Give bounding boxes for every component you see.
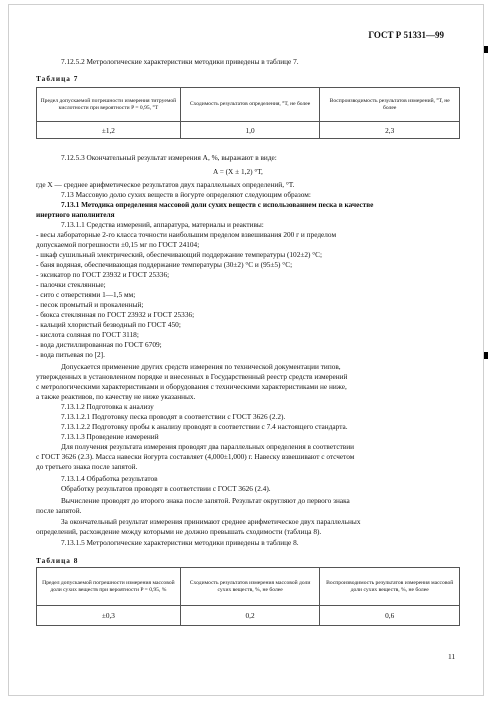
table-7-label: Таблица 7 bbox=[36, 74, 79, 83]
paragraph-line: Вычисление проводят до второго знака после запятой. Результат округляют до первого знака bbox=[61, 496, 350, 505]
list-item: - вода питьевая по [2]. bbox=[36, 350, 105, 359]
edge-mark bbox=[484, 352, 488, 359]
formula: A = (X ± 1,2) °Т, bbox=[213, 167, 263, 176]
paragraph-line: 7.13 Массовую долю сухих веществ в йогурте определяют следующим образом: bbox=[61, 190, 311, 199]
paragraph-line: 7.13.1.2.2 Подготовку пробы к анализу проводят в соответствии с 7.4 настоящего стандарта. bbox=[61, 422, 348, 431]
list-item: - песок промытый и прокаленный; bbox=[36, 300, 144, 309]
table-8 bbox=[36, 567, 460, 626]
paragraph-line: Для получения результата измерения проводят два параллельных определения в соответствии bbox=[61, 442, 355, 451]
table-row bbox=[37, 606, 460, 626]
table-header-row bbox=[37, 88, 460, 122]
list-item: - кальций хлористый безводный по ГОСТ 450; bbox=[36, 320, 181, 329]
table-cell: 0,6 bbox=[320, 606, 460, 626]
list-item: допускаемой погрешности ±0,15 мг по ГОСТ 24104; bbox=[36, 240, 200, 249]
table-cell: ±0,3 bbox=[37, 606, 181, 626]
section-heading: 7.13.1 Методика определения массовой доли сухих веществ с использованием песка в качестве bbox=[61, 200, 374, 209]
table-7 bbox=[36, 87, 460, 139]
paragraph-line: Обработку результатов проводят в соответствии с ГОСТ 3626 (2.4). bbox=[61, 484, 271, 493]
paragraph-line: 7.12.5.3 Окончательный результат измерения A, %, выражают в виде: bbox=[61, 153, 277, 162]
paragraph-line: 7.13.1.2.1 Подготовку песка проводят в соответствии с ГОСТ 3626 (2.2). bbox=[61, 412, 286, 421]
list-item: - кислота соляная по ГОСТ 3118; bbox=[36, 330, 139, 339]
list-item: - шкаф сушильный электрический, обеспечивающий поддержание температуры (102±2) °С; bbox=[36, 250, 323, 259]
list-item: - баня водяная, обеспечивающая поддержание температуры (30±2) °С и (95±5) °С; bbox=[36, 260, 293, 269]
paragraph-line: до третьего знака после запятой. bbox=[36, 462, 138, 471]
paragraph-line: 7.13.1.1 Средства измерений, аппаратура, материалы и реактивы: bbox=[61, 220, 264, 229]
page-number: 11 bbox=[448, 652, 456, 661]
paragraph-line: За окончательный результат измерения принимают среднее арифметическое двух параллельных bbox=[61, 517, 361, 526]
paragraph-line: Допускается применение других средств измерения по технической документации типов, bbox=[61, 362, 341, 371]
section-heading: инертного наполнителя bbox=[36, 210, 115, 219]
list-item: - вода дистиллированная по ГОСТ 6709; bbox=[36, 340, 162, 349]
paragraph-line: утвержденных в установленном порядке и внесенных в Государственный реестр средств измерений bbox=[36, 372, 348, 381]
edge-mark bbox=[484, 46, 488, 53]
table-cell: 0,2 bbox=[180, 606, 320, 626]
paragraph-line: 7.13.1.5 Метрологические характеристики методики приведены в таблице 8. bbox=[61, 538, 299, 547]
paragraph-line: а также реактивов, по качеству не ниже указанных. bbox=[36, 392, 196, 401]
list-item: - бюкса стеклянная по ГОСТ 23932 и ГОСТ 25336; bbox=[36, 310, 195, 319]
table-header-cell: Предел допускаемой погрешности измерения массовой доли сухих веществ при вероятности P = 0,95, % bbox=[37, 568, 181, 606]
table-header-cell: Сходимость результатов определения, °Т, не более bbox=[180, 88, 320, 122]
paragraph-line: после запятой. bbox=[36, 506, 82, 515]
list-item: - палочки стеклянные; bbox=[36, 280, 106, 289]
table-header-cell: Воспроизводимость результатов измерения массовой доли сухих веществ, %, не более bbox=[320, 568, 460, 606]
table-header-cell: Предел допускаемой погрешности измерения титруемой кислотности при вероятности P = 0,95, °Т bbox=[37, 88, 181, 122]
paragraph-line: определений, расхождение между которыми не должно превышать сходимости (таблица 8). bbox=[36, 527, 322, 536]
paragraph-line: 7.12.5.2 Метрологические характеристики методики приведены в таблице 7. bbox=[61, 57, 299, 66]
paragraph-line: с метрологическими характеристиками и оборудования с техническими характеристиками не ниже, bbox=[36, 382, 347, 391]
table-cell: ±1,2 bbox=[37, 122, 181, 139]
table-header-cell: Сходимость результатов измерения массовой доли сухих веществ, %, не более bbox=[180, 568, 320, 606]
paragraph-line: с ГОСТ 3626 (2.3). Масса навески йогурта составляет (4,000±1,000) г. Навеску взвешивают с отсчетом bbox=[36, 452, 355, 461]
list-item: - сито с отверстиями 1—1,5 мм; bbox=[36, 290, 136, 299]
table-row bbox=[37, 122, 460, 139]
table-cell: 2,3 bbox=[320, 122, 460, 139]
paragraph-line: 7.13.1.4 Обработка результатов bbox=[61, 474, 158, 483]
list-item: - эксикатор по ГОСТ 23932 и ГОСТ 25336; bbox=[36, 270, 170, 279]
paragraph-line: 7.13.1.2 Подготовка к анализу bbox=[61, 402, 154, 411]
document-header: ГОСТ Р 51331—99 bbox=[368, 30, 444, 40]
table-cell: 1,0 bbox=[180, 122, 320, 139]
list-item: - весы лабораторные 2-го класса точности наибольшим пределом взвешивания 200 г и пределом bbox=[36, 230, 337, 239]
table-header-row bbox=[37, 568, 460, 606]
table-8-label: Таблица 8 bbox=[36, 556, 79, 565]
paragraph-line: 7.13.1.3 Проведение измерений bbox=[61, 432, 159, 441]
paragraph-line: где X — среднее арифметическое результатов двух параллельных определений, °Т. bbox=[36, 180, 295, 189]
table-header-cell: Воспроизводимость результатов измерений, °Т, не более bbox=[320, 88, 460, 122]
